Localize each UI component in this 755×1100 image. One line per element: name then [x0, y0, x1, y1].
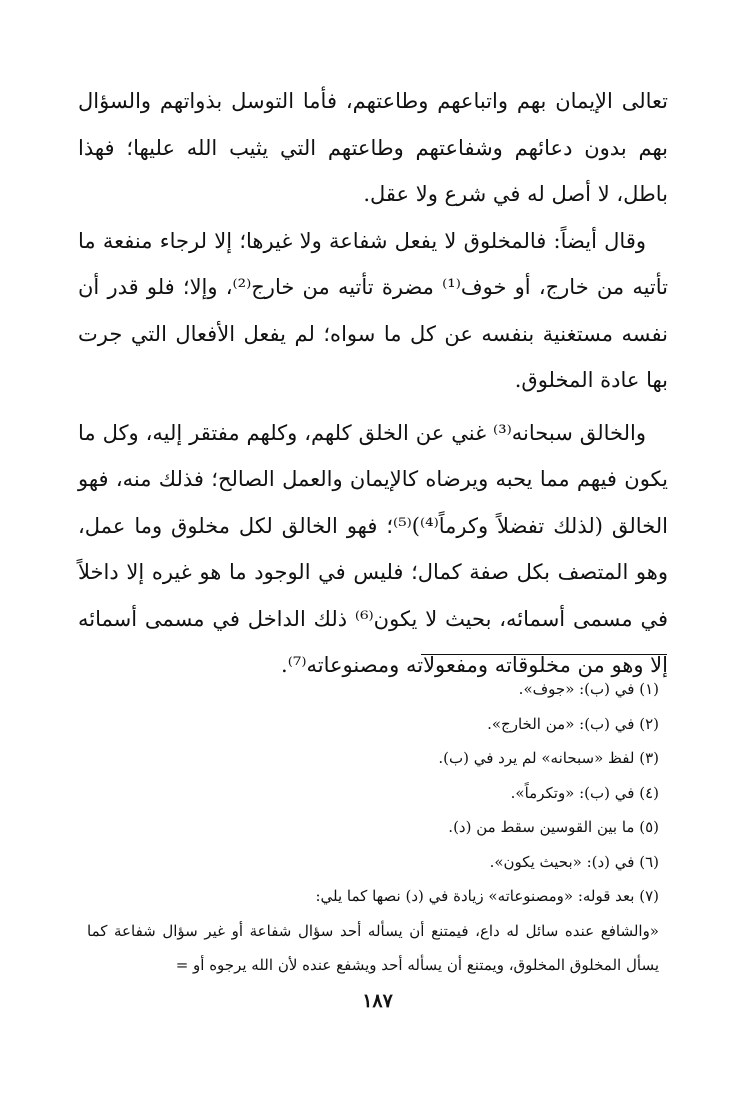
paragraph-3: والخالق سبحانه⁽³⁾ غني عن الخلق كلهم، وكلهم مفتقر إليه، وكل ما يكون فيهم مما يحبه ويرضاه كالإيمان والعمل الصالح؛ فذلك منه، فهو الخالق (لذلك تفضلاً وكرماً⁽⁴⁾)⁽⁵⁾؛ فهو الخالق لكل مخلوق وما عمل، وهو المتصف بكل صفة كمال؛ فليس في الوجود ما هو غيره إلا داخلاً في مسمى أسمائه، بحيث لا يكون⁽⁶⁾ ذلك الداخل في مسمى أسمائه إلا وهو من مخلوقاته ومفعولاته ومصنوعاته⁽⁷⁾.: [78, 420, 668, 677]
paragraph-2: وقال أيضاً: فالمخلوق لا يفعل شفاعة ولا غيرها؛ إلا لرجاء منفعة ما تأتيه من خارج، أو خوف⁽¹⁾ مضرة تأتيه من خارج⁽²⁾، وإلا؛ فلو قدر أن نفسه مستغنية بنفسه عن كل ما سواه؛ لم يفعل الأفعال التي جرت بها عادة المخلوق.: [78, 228, 668, 392]
footnote-1: (١) في (ب): «جوف».: [518, 680, 659, 698]
footnote-3: (٣) لفظ «سبحانه» لم يرد في (ب).: [438, 749, 659, 767]
main-text: [78, 78, 668, 689]
footnote-7-quote: «والشافع عنده سائل له داع، فيمتنع أن يسأله أحد سؤال شفاعة أو غير سؤال شفاعة كما يسأل المخلوق المخلوق، ويمتنع أن يسأله أحد ويشفع عنده لأن الله يرجوه أو =: [87, 921, 659, 974]
footnote-2: (٢) في (ب): «من الخارج».: [487, 714, 659, 733]
paragraph-1: تعالى الإيمان بهم واتباعهم وطاعتهم، فأما التوسل بذواتهم والسؤال بهم بدون دعائهم وشفاعتهم وطاعتهم التي يثيب الله عليها؛ فهذا باطل، لا أصل له في شرع ولا عقل.: [78, 89, 668, 206]
footnote-4: (٤) في (ب): «وتكرماً».: [510, 783, 659, 802]
footnote-7: (٧) بعد قوله: «ومصنوعاته» زيادة في (د) نصها كما يلي:: [315, 887, 659, 905]
footnote-6: (٦) في (د): «بحيث يكون».: [489, 852, 659, 871]
page-number: ١٨٧: [362, 990, 393, 1012]
footnote-5: (٥) ما بين القوسين سقط من (د).: [448, 818, 659, 836]
main-text-block: [78, 78, 668, 689]
footnotes: [87, 672, 667, 983]
footnote-divider: [421, 654, 667, 655]
